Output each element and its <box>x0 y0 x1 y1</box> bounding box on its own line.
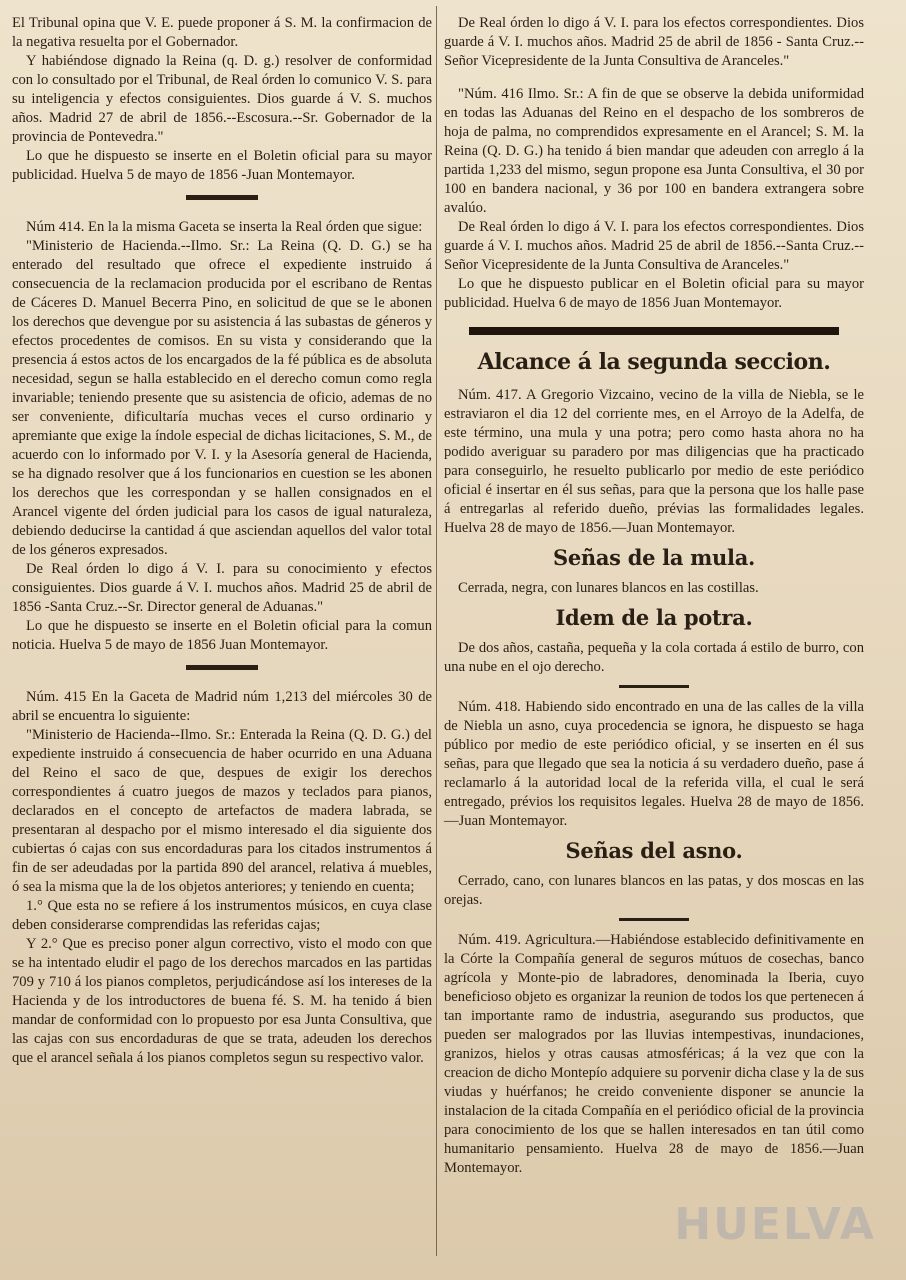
watermark-logo: HUELVA <box>674 1199 876 1250</box>
notice-414-close: De Real órden lo digo á V. I. para su conocimiento y efectos consiguientes. Dios guarde á V. I. muchos años. Madrid 25 de abril de 1856 -Santa Cruz.--Sr. Director general de Aduanas." <box>12 561 432 615</box>
notice-414-intro: Núm 414. En la la misma Gaceta se inserta la Real órden que sigue: <box>26 219 423 235</box>
separator-rule <box>186 665 258 670</box>
paragraph: Lo que he dispuesto se inserte en el Boletin oficial para su mayor publicidad. Huelva 5 de mayo de 1856 -Juan Montemayor. <box>12 148 432 183</box>
heading-mula: Señas de la mula. <box>552 545 756 570</box>
notice-417-body: Núm. 417. A Gregorio Vizcaino, vecino de la villa de Niebla, se le estraviaron el dia 12 del corriente mes, en el Arroyo de la Adelfa, de este término, una mula y una potra; pero como hasta ahora no ha podido averiguar su paradero por mas diligencias que ha practicado para conseguirlo, he resuelto publicarlo por medio de este periódico oficial é insertar en él sus señas, para que la persona que los halle pase á entregarlas al referido dueño, prévias las formalidades legales. Huelva 28 de mayo de 1856.—Juan Montemayor. <box>444 387 864 536</box>
mula-description: Cerrada, negra, con lunares blancos en las costillas. <box>458 580 759 596</box>
paragraph: Y habiéndose dignado la Reina (q. D. g.) resolver de conformidad con lo consultado por el Tribunal, de Real órden lo comunico V. S. para su inteligencia y efectos consiguientes. Dios guarde á V. S. muchos años. Madrid 27 de abril de 1856.--Escosura.--Sr. Gobernador de la provincia de Pontevedra." <box>12 53 432 145</box>
notice-415-item-1: 1.° Que esta no se refiere á los instrumentos músicos, en cuya clase deben considerarse comprendidas las referidas cajas; <box>12 898 432 933</box>
heading-potra: Idem de la potra. <box>555 605 753 630</box>
notice-416-body: "Núm. 416 Ilmo. Sr.: A fin de que se observe la debida uniformidad en todas las Aduanas del Reino en el despacho de los sombreros de hoja de palma, no comprendidos expresamente en el Arancel; S. M. la Reina (Q. D. G.) ha tenido á bien mandar que adeuden con arreglo á la partida 1,233 del mismo, segun propone esa Junta Consultiva, el 30 por 100 en bandera nacional, y 36 por 100 en bandera extrangera sobre avalúo. <box>444 86 864 216</box>
right-column <box>444 14 864 1178</box>
paragraph: El Tribunal opina que V. E. puede proponer á S. M. la confirmacion de la negativa resuelta por el Gobernador. <box>12 15 432 50</box>
notice-414-publication: Lo que he dispuesto se inserte en el Boletin oficial para la comun noticia. Huelva 5 de mayo de 1856 Juan Montemayor. <box>12 618 432 653</box>
notice-419-body: Núm. 419. Agricultura.—Habiéndose establecido definitivamente en la Córte la Compañía general de seguros mútuos de cosechas, banco agrícola y Monte-pio de labradores, denominada la Iberia, cuyo beneficioso objeto es organizar la reunion de todos los que pertenecen á tan importante ramo de industria, asegurando sus productos, que pueden ser malogrados por las lluvias intempestivas, inundaciones, granizos, hielos y otras causas atmosféricas; á la vez que con la creacion de dicho Montepío adquiere su porvenir dicha clase y la de sus viudas y huérfanos; he creido conveniente disponer se anuncie la instalacion de la citada Compañía en el periódico oficial de la provincia para conocimiento de los que se hallen interesados en tan útil como humanitario pensamiento. Huelva 28 de mayo de 1856.—Juan Montemayor. <box>444 932 864 1176</box>
heading-asno: Señas del asno. <box>565 838 743 863</box>
left-column <box>12 14 432 1068</box>
separator-rule <box>619 685 689 688</box>
notice-415-intro: Núm. 415 En la Gaceta de Madrid núm 1,213 del miércoles 30 de abril se encuentra lo siguiente: <box>12 689 432 724</box>
paragraph: De Real órden lo digo á V. I. para los efectos correspondientes. Dios guarde á V. I. muchos años. Madrid 25 de abril de 1856 - Santa Cruz.--Señor Vicepresidente de la Junta Consultiva de Aranceles." <box>444 15 864 69</box>
section-title: Alcance á la segunda seccion. <box>477 349 831 375</box>
notice-414-body: "Ministerio de Hacienda.--Ilmo. Sr.: La Reina (Q. D. G.) se ha enterado del resultado que ofrece el expediente instruido á consecuencia de la reclamacion producida por el escribano de Rentas de Cáceres D. Manuel Becerra Pino, en solicitud de que se le abonen los derechos que devengue por su asistencia á las subastas de géneros y efectos procedentes de comisos. En su vista y considerando que la presencia á estos actos de los encargados de la fé pública es de absoluta necesidad, segun se halla establecido en el derecho comun como regla invariable; teniendo presente que su asistencia de oficio, ademas de no ser conveniente, dificultaría muchas veces el curso ordinario y apremiante que exige la índole especial de dichas licitaciones, S. M., de acuerdo con lo informado por V. I. y la Asesoría general de Hacienda, se ha dignado resolver que á los funcionarios en cuestion se les abonen los derechos que les correspondan y se hallen consignados en el Arancel vigente del órden judicial para los casos de igual naturaleza, debiendo deducirse la cantidad á que asciendan aquellos del valor total de los géneros expresados. <box>12 238 432 558</box>
notice-416-publication: Lo que he dispuesto publicar en el Boletin oficial para su mayor publicidad. Huelva 6 de mayo de 1856 Juan Montemayor. <box>444 276 864 311</box>
notice-415-body: "Ministerio de Hacienda--Ilmo. Sr.: Enterada la Reina (Q. D. G.) del expediente instruido á consecuencia de haber ocurrido en una Aduana del Reino el saco de que, despues de exigir los derechos correspondientes á cuatro juegos de mazos y teclados para pianos, declarados en el concepto de artefactos de madera labrada, se presentaran al despacho por el mismo interesado el dia siguiente dos cubiertas ó cajas con sus encordaduras para los citados instrumentos á fin de ser adeudadas por la partida 890 del arancel, relativa á muebles, ó sea la misma que la de los objetos anteriores; y teniendo en cuenta; <box>12 727 432 895</box>
section-rule <box>469 327 839 335</box>
asno-description: Cerrado, cano, con lunares blancos en las patas, y dos moscas en las orejas. <box>444 873 864 908</box>
notice-416-close: De Real órden lo digo á V. I. para los efectos correspondientes. Dios guarde á V. I. muchos años. Madrid 25 de abril de 1856.--Santa Cruz.--Señor Vicepresidente de la Junta Consultiva de Aranceles." <box>444 219 864 273</box>
potra-description: De dos años, castaña, pequeña y la cola cortada á estilo de burro, con una nube en el ojo derecho. <box>444 640 864 675</box>
column-divider <box>436 6 437 1256</box>
separator-rule <box>186 195 258 200</box>
notice-418-body: Núm. 418. Habiendo sido encontrado en una de las calles de la villa de Niebla un asno, cuya procedencia se ignora, he dispuesto se haga público por medio de este periódico oficial, y se inserten en él sus señas, para que llegado que sea la noticia á su verdadero dueño, pase á reclamarlo á la autoridad local de la referida villa, el cual le será entregado, prévios los requisitos legales. Huelva 28 de mayo de 1856.—Juan Montemayor. <box>444 699 864 829</box>
separator-rule <box>619 918 689 921</box>
notice-415-item-2: Y 2.° Que es preciso poner algun correctivo, visto el modo con que se ha intentado eludir el pago de los derechos marcados en las partidas 709 y 710 á los pianos completos, perjudicándose así los intereses de la Hacienda y de los introductores de buena fé. S. M. ha tenido á bien mandar de conformidad con lo propuesto por esa Junta Consultiva, que las cajas con sus encordaduras de que se trata, adeuden los derechos que el arancel señala á los pianos completos segun su respectivo valor. <box>12 936 432 1066</box>
